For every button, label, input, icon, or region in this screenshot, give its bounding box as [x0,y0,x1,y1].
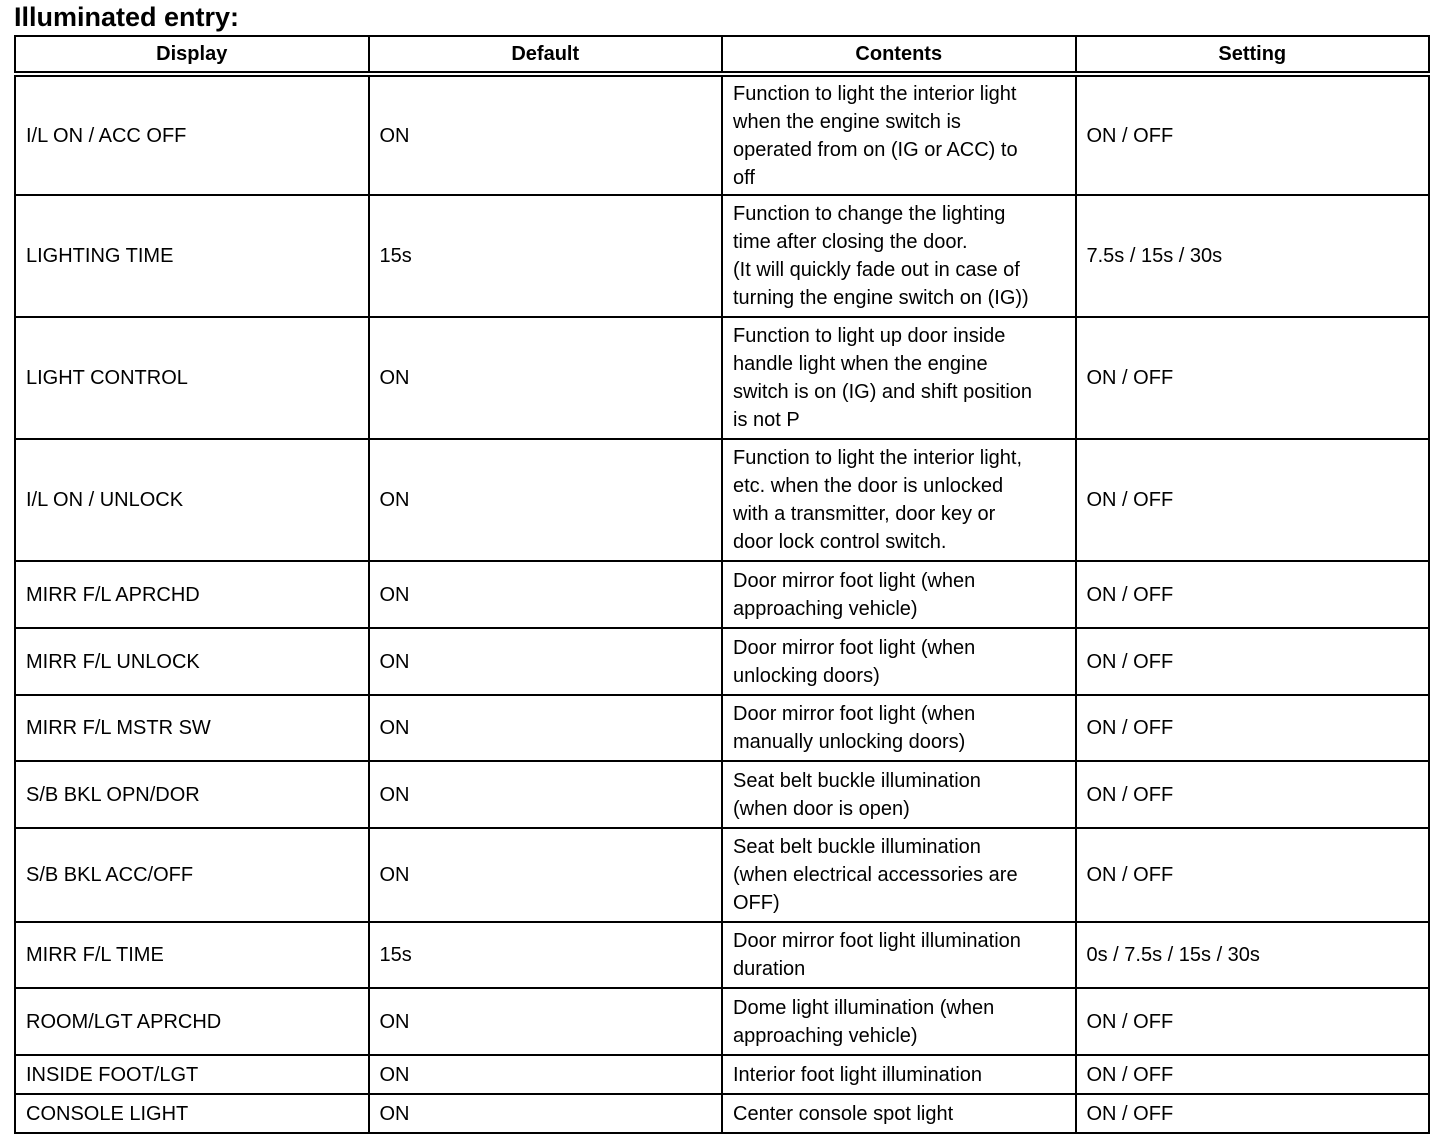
table-row [15,695,1429,761]
default-cell: ON [369,439,723,561]
setting-cell: ON / OFF [1076,828,1430,922]
table-row [15,1055,1429,1094]
setting-cell: ON / OFF [1076,1055,1430,1094]
header-row [15,36,1429,74]
default-cell: 15s [369,195,723,317]
table-row [15,195,1429,317]
display-cell: CONSOLE LIGHT [15,1094,369,1133]
setting-cell: ON / OFF [1076,988,1430,1055]
default-cell: ON [369,695,723,761]
settings-table [14,35,1430,1134]
default-cell: ON [369,317,723,439]
contents-cell: Dome light illumination (when approaching vehicle) [722,988,1076,1055]
contents-cell: Interior foot light illumination [722,1055,1076,1094]
default-cell: 15s [369,922,723,988]
contents-cell: Door mirror foot light (when manually unlocking doors) [722,695,1076,761]
contents-cell: Door mirror foot light (when unlocking doors) [722,628,1076,695]
display-cell: MIRR F/L APRCHD [15,561,369,628]
setting-cell: 0s / 7.5s / 15s / 30s [1076,922,1430,988]
display-cell: MIRR F/L TIME [15,922,369,988]
setting-cell: ON / OFF [1076,1094,1430,1133]
display-cell: LIGHTING TIME [15,195,369,317]
display-cell: ROOM/LGT APRCHD [15,988,369,1055]
setting-cell: ON / OFF [1076,695,1430,761]
default-cell: ON [369,761,723,828]
default-cell: ON [369,561,723,628]
table-row [15,74,1429,195]
table-row [15,922,1429,988]
table-row [15,628,1429,695]
table-row [15,761,1429,828]
display-cell: I/L ON / ACC OFF [15,74,369,195]
setting-cell: 7.5s / 15s / 30s [1076,195,1430,317]
default-cell: ON [369,1055,723,1094]
contents-cell: Seat belt buckle illumination (when electrical accessories are OFF) [722,828,1076,922]
default-cell: ON [369,988,723,1055]
table-row [15,1094,1429,1133]
display-cell: MIRR F/L MSTR SW [15,695,369,761]
contents-cell: Door mirror foot light (when approaching vehicle) [722,561,1076,628]
table-row [15,561,1429,628]
display-cell: MIRR F/L UNLOCK [15,628,369,695]
setting-cell: ON / OFF [1076,317,1430,439]
contents-cell: Function to change the lighting time after closing the door. (It will quickly fade out in case of turning the engine switch on (IG)) [722,195,1076,317]
contents-cell: Function to light the interior light when the engine switch is operated from on (IG or ACC) to off [722,74,1076,195]
contents-cell: Door mirror foot light illumination duration [722,922,1076,988]
column-header-setting: Setting [1076,36,1430,74]
display-cell: S/B BKL OPN/DOR [15,761,369,828]
display-cell: INSIDE FOOT/LGT [15,1055,369,1094]
table-row [15,988,1429,1055]
setting-cell: ON / OFF [1076,561,1430,628]
default-cell: ON [369,74,723,195]
column-header-default: Default [369,36,723,74]
column-header-contents: Contents [722,36,1076,74]
setting-cell: ON / OFF [1076,74,1430,195]
default-cell: ON [369,628,723,695]
display-cell: S/B BKL ACC/OFF [15,828,369,922]
table-row [15,439,1429,561]
table-row [15,317,1429,439]
setting-cell: ON / OFF [1076,628,1430,695]
section-title: Illuminated entry: [14,2,240,32]
contents-cell: Function to light up door inside handle light when the engine switch is on (IG) and shift position is not P [722,317,1076,439]
default-cell: ON [369,1094,723,1133]
display-cell: LIGHT CONTROL [15,317,369,439]
table-row [15,828,1429,922]
setting-cell: ON / OFF [1076,439,1430,561]
column-header-display: Display [15,36,369,74]
setting-cell: ON / OFF [1076,761,1430,828]
contents-cell: Seat belt buckle illumination (when door is open) [722,761,1076,828]
default-cell: ON [369,828,723,922]
contents-cell: Function to light the interior light, etc. when the door is unlocked with a transmitter, door key or door lock control switch. [722,439,1076,561]
display-cell: I/L ON / UNLOCK [15,439,369,561]
contents-cell: Center console spot light [722,1094,1076,1133]
